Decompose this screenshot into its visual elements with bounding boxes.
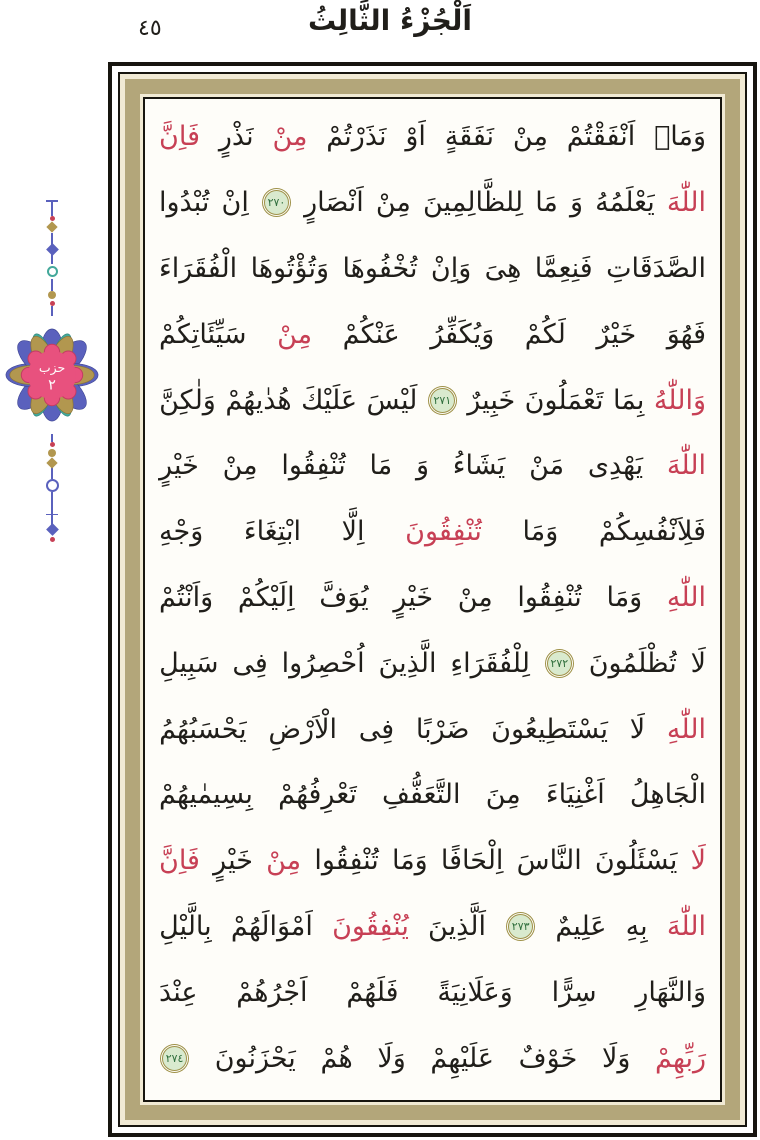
quran-word: اَغْنِيَاءَ: [545, 779, 605, 811]
quran-word: خَوْفٌ: [518, 1042, 578, 1074]
quran-word: خَبِيرٌ: [467, 384, 516, 416]
quran-line-6: [159, 433, 706, 499]
juz-header-title: اَلْجُزْءُ الثَّالِثُ: [308, 4, 472, 37]
quran-word: تُنْفِقُوا: [517, 581, 582, 613]
text-area: [143, 97, 722, 1102]
quran-line-3: [159, 236, 706, 302]
verse-end-marker: ٢٧١: [430, 388, 455, 413]
quran-word: مَا: [369, 450, 393, 482]
quran-word: اللّٰهَ: [666, 187, 706, 219]
quran-word: اَوْ: [405, 121, 426, 153]
quran-word: اَمْوَالَهُمْ: [230, 910, 313, 942]
quran-word: وَيُكَفِّرُ: [430, 318, 495, 350]
quran-word: وَمَا: [391, 845, 428, 877]
quran-word: اِنْ: [221, 187, 249, 219]
quran-word: بِالَّيْلِ: [159, 910, 212, 942]
quran-word: مِنْ: [457, 581, 493, 613]
quran-word: فِى: [232, 647, 268, 679]
chain-line: [51, 492, 53, 514]
page-frame: [108, 62, 757, 1137]
quran-word: تُنْفِقُوا: [314, 845, 379, 877]
quran-word: اَلَّذِينَ: [428, 910, 486, 942]
quran-word: مِنْ: [272, 121, 308, 153]
verse-end-marker: ٢٧٣: [508, 914, 533, 939]
chain-bud-icon: [48, 449, 56, 457]
quran-line-1: [159, 104, 706, 170]
quran-line-15: [159, 1025, 706, 1091]
quran-word: وَعَلَانِيَةً: [437, 976, 513, 1008]
quran-word: هُمْ: [320, 1042, 353, 1074]
quran-word: يُوَفَّ: [319, 581, 369, 613]
quran-word: اللّٰهَ: [666, 910, 706, 942]
quran-word: بِهِ: [625, 910, 648, 942]
quran-word: فَلِاَنْفُسِكُمْ: [598, 516, 706, 548]
quran-word: عِنْدَ: [159, 976, 198, 1008]
quran-word: تَعْرِفُهُمْ: [278, 779, 357, 811]
quran-word: لَيْسَ: [366, 384, 418, 416]
ornament-chain-bottom: [46, 434, 59, 543]
chain-diamond-icon: [46, 523, 59, 536]
quran-word: يَحْزَنُونَ: [214, 1042, 296, 1074]
quran-word: وَمَا: [522, 516, 559, 548]
quran-word: يُنْفِقُونَ: [332, 910, 409, 942]
quran-line-4: [159, 301, 706, 367]
quran-word: عَنْكُمْ: [342, 318, 400, 350]
quran-word: يَسْئَلُونَ: [594, 845, 678, 877]
quran-word: وَالنَّهَارِ: [635, 976, 706, 1008]
quran-word: يَشَاءُ: [452, 450, 506, 482]
quran-word: لَا: [629, 713, 646, 745]
quran-word: نَفَقَةٍ: [444, 121, 495, 153]
quran-word: خَيْرٍ: [393, 581, 434, 613]
quran-word: لَا: [690, 647, 706, 679]
quran-word: لِلظَّالِمِينَ: [423, 187, 524, 219]
quran-word: وَلَا: [601, 1042, 631, 1074]
quran-word: ضَرْبًا: [415, 713, 470, 745]
quran-text-block: [159, 104, 706, 1095]
quran-word: تُظْلَمُونَ: [588, 647, 677, 679]
quran-word: مِنَ: [485, 779, 521, 811]
quran-word: اُحْصِرُوا: [281, 647, 365, 679]
ornament-chain-top: [46, 200, 58, 316]
verse-end-marker: ٢٧٢: [547, 651, 572, 676]
quran-word: النَّاسَ: [516, 845, 582, 877]
chain-dot-icon: [50, 537, 55, 542]
quran-line-9: [159, 630, 706, 696]
quran-word: لَكُمْ: [524, 318, 566, 350]
chain-diamond-icon: [46, 457, 57, 468]
quran-word: سِرًّا: [551, 976, 597, 1008]
quran-word: فِى: [358, 713, 395, 745]
quran-word: هُدٰيهُمْ: [225, 384, 292, 416]
quran-word: وَجْهِ: [159, 516, 204, 548]
quran-word: وَمَا: [606, 581, 643, 613]
quran-word: يَعْلَمُهُ: [595, 187, 655, 219]
quran-line-14: [159, 959, 706, 1025]
chain-line: [51, 434, 53, 442]
quran-word: مِنْ: [277, 318, 313, 350]
quran-word: لِلْفُقَرَاءِ: [450, 647, 530, 679]
quran-word: اَجْرُهُمْ: [236, 976, 308, 1008]
quran-word: اللّٰهِ: [666, 713, 706, 745]
quran-word: نَذْرٍ: [218, 121, 254, 153]
chain-ring-icon: [47, 266, 58, 277]
quran-word: اللّٰهِ: [666, 581, 706, 613]
quran-word: مِنْ: [222, 450, 258, 482]
verse-end-marker: ٢٧٤: [162, 1046, 187, 1071]
chain-knot-icon: [46, 479, 59, 492]
quran-word: عَلَيْكَ: [301, 384, 358, 416]
quran-word: يَهْدِى: [587, 450, 644, 482]
quran-word: تُبْدُوا: [159, 187, 210, 219]
quran-word: بِسِيمٰيهُمْ: [159, 779, 253, 811]
quran-word: اِلَيْكُمْ: [237, 581, 295, 613]
quran-line-11: [159, 762, 706, 828]
quran-word: تُنْفِقُونَ: [405, 516, 482, 548]
quran-line-13: [159, 894, 706, 960]
quran-word: يَحْسَبُهُمُ: [159, 713, 247, 745]
quran-word: نَذَرْتُمْ: [326, 121, 387, 153]
chain-line: [51, 306, 53, 316]
hizb-number: ٢: [48, 376, 56, 393]
quran-word: وَمَاۤ: [654, 121, 706, 153]
quran-word: وَاللّٰهُ: [653, 384, 706, 416]
quran-word: وَاَنْتُمْ: [159, 581, 214, 613]
quran-word: لَا: [690, 845, 706, 877]
quran-word: فَنِعِمَّا: [534, 252, 593, 284]
quran-word: هِىَ: [484, 252, 522, 284]
chain-line: [51, 202, 53, 216]
quran-word: التَّعَفُّفِ: [382, 779, 461, 811]
quran-word: اللّٰهَ: [666, 450, 706, 482]
quran-word: خَيْرٍ: [159, 450, 199, 482]
quran-word: الصَّدَقَاتِ: [606, 252, 706, 284]
quran-word: سَبِيلِ: [159, 647, 219, 679]
quran-word: الْاَرْضِ: [268, 713, 337, 745]
quran-word: تُخْفُوهَا: [342, 252, 418, 284]
quran-word: فَهُوَ: [666, 318, 706, 350]
quran-line-10: [159, 696, 706, 762]
quran-word: فَاِنَّ: [159, 121, 201, 153]
quran-word: وَاِنْ: [430, 252, 472, 284]
quran-word: فَلَهُمْ: [346, 976, 399, 1008]
quran-word: وَتُؤْتُوهَا: [250, 252, 330, 284]
quran-word: وَ: [570, 187, 584, 219]
hizb-word: حزب: [38, 359, 66, 375]
chain-knot-icon: [46, 243, 59, 256]
quran-word: مَا: [535, 187, 558, 219]
quran-word: مِنْ: [266, 845, 302, 877]
chain-line: [51, 279, 53, 291]
quran-word: يَسْتَطِيعُونَ: [491, 713, 608, 745]
quran-word: تَعْمَلُونَ: [524, 384, 604, 416]
quran-word: ابْتِغَاءَ: [243, 516, 301, 548]
quran-word: وَ: [415, 450, 430, 482]
quran-word: الْجَاهِلُ: [629, 779, 706, 811]
quran-word: رَبِّهِمْ: [655, 1042, 706, 1074]
quran-word: اَنْفَقْتُمْ: [566, 121, 636, 153]
chain-dot-icon: [50, 216, 55, 221]
quran-word: الَّذِينَ: [378, 647, 437, 679]
quran-line-7: [159, 499, 706, 565]
quran-word: مِنْ: [512, 121, 548, 153]
quran-line-12: [159, 828, 706, 894]
verse-end-marker: ٢٧٠: [264, 190, 289, 215]
quran-word: خَيْرٌ: [596, 318, 637, 350]
quran-word: وَلَا: [377, 1042, 406, 1074]
quran-line-8: [159, 565, 706, 631]
margin-ornament: [6, 200, 98, 610]
quran-word: بِمَا: [612, 384, 645, 416]
quran-word: الْفُقَرَاءَ: [159, 252, 238, 284]
quran-word: اَنْصَارٍ: [304, 187, 364, 219]
chain-diamond-icon: [46, 221, 57, 232]
quran-word: عَلَيْهِمْ: [430, 1042, 495, 1074]
quran-word: عَلِيمٌ: [555, 910, 607, 942]
quran-word: اِلَّا: [341, 516, 365, 548]
quran-word: تُنْفِقُوا: [281, 450, 346, 482]
quran-word: سَيِّئَاتِكُمْ: [159, 318, 247, 350]
hizb-rosette: [4, 316, 100, 434]
quran-word: وَلٰكِنَّ: [159, 384, 216, 416]
quran-word: مِنْ: [375, 187, 411, 219]
chain-dot-icon: [50, 442, 55, 447]
page-number: ٤٥: [138, 16, 162, 41]
frame-band: [125, 79, 740, 1120]
chain-bud-icon: [48, 291, 56, 299]
quran-line-2: [159, 170, 706, 236]
quran-word: مَنْ: [529, 450, 565, 482]
quran-word: خَيْرٍ: [213, 845, 253, 877]
quran-word: فَاِنَّ: [159, 845, 200, 877]
quran-word: اِلْحَافًا: [440, 845, 504, 877]
quran-line-5: [159, 367, 706, 433]
